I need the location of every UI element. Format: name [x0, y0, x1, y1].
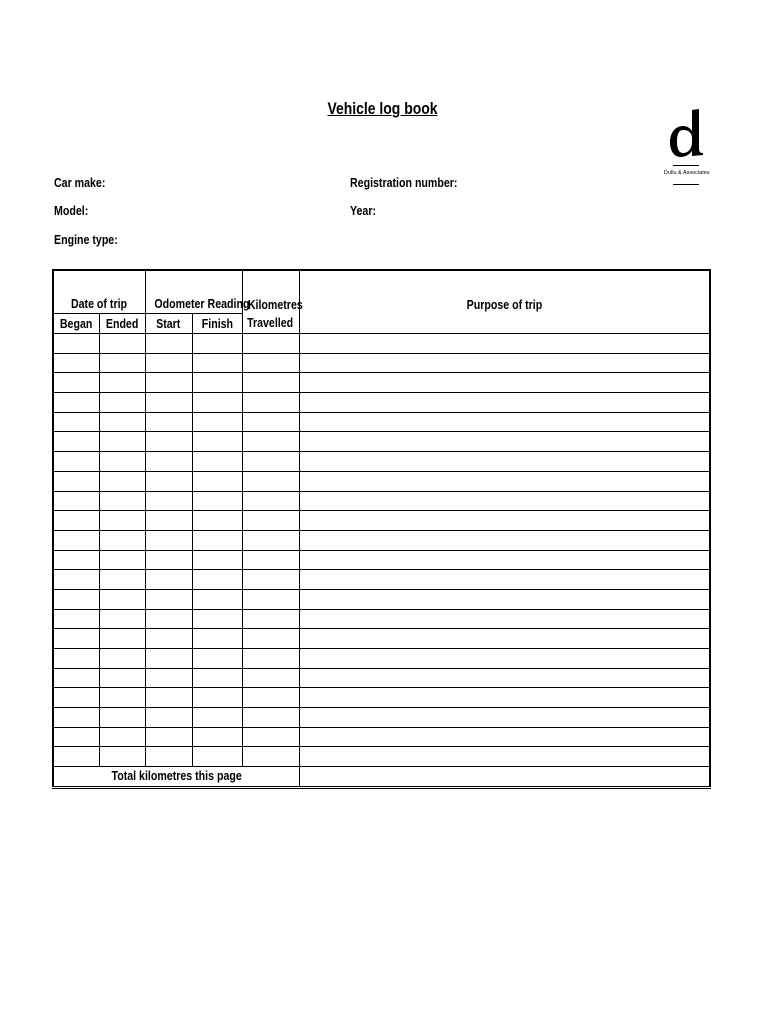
kilometres-cell[interactable]	[242, 412, 299, 432]
table-row	[53, 550, 710, 570]
purpose-cell[interactable]	[299, 629, 710, 649]
table-row	[53, 708, 710, 728]
ended-cell[interactable]	[99, 747, 145, 767]
ended-cell[interactable]	[99, 570, 145, 590]
finish-cell[interactable]	[192, 471, 242, 491]
ended-cell[interactable]	[99, 530, 145, 550]
start-cell[interactable]	[145, 570, 192, 590]
start-cell[interactable]	[145, 471, 192, 491]
ended-cell[interactable]	[99, 708, 145, 728]
began-cell[interactable]	[53, 373, 99, 393]
purpose-cell[interactable]	[299, 353, 710, 373]
ended-cell[interactable]	[99, 471, 145, 491]
purpose-cell[interactable]	[299, 491, 710, 511]
start-cell[interactable]	[145, 511, 192, 531]
began-cell[interactable]	[53, 550, 99, 570]
kilometres-cell[interactable]	[242, 491, 299, 511]
purpose-cell[interactable]	[299, 688, 710, 708]
began-cell[interactable]	[53, 412, 99, 432]
ended-header: Ended	[99, 314, 145, 334]
table-row	[53, 452, 710, 472]
purpose-cell[interactable]	[299, 432, 710, 452]
start-cell[interactable]	[145, 491, 192, 511]
purpose-cell[interactable]	[299, 609, 710, 629]
began-cell[interactable]	[53, 708, 99, 728]
page-title: Vehicle log book	[327, 99, 438, 118]
start-cell[interactable]	[145, 727, 192, 747]
ended-cell[interactable]	[99, 550, 145, 570]
ended-cell[interactable]	[99, 727, 145, 747]
began-cell[interactable]	[53, 589, 99, 609]
kilometres-cell[interactable]	[242, 609, 299, 629]
car-make-label: Car make:	[54, 176, 106, 190]
finish-cell[interactable]	[192, 373, 242, 393]
start-cell[interactable]	[145, 609, 192, 629]
ended-cell[interactable]	[99, 491, 145, 511]
began-cell[interactable]	[53, 353, 99, 373]
total-kilometres-label: Total kilometres this page	[53, 767, 299, 788]
logo-rule-top	[673, 165, 699, 166]
purpose-of-trip-header: Purpose of trip	[299, 270, 710, 314]
purpose-cell[interactable]	[299, 530, 710, 550]
ended-cell[interactable]	[99, 649, 145, 669]
start-cell[interactable]	[145, 432, 192, 452]
table-row	[53, 649, 710, 669]
firm-name: Dullu & Associates	[664, 170, 710, 176]
finish-cell[interactable]	[192, 511, 242, 531]
finish-cell[interactable]	[192, 530, 242, 550]
start-cell[interactable]	[145, 688, 192, 708]
total-kilometres-cell[interactable]	[299, 767, 710, 788]
ended-cell[interactable]	[99, 609, 145, 629]
began-cell[interactable]	[53, 432, 99, 452]
registration-number-label: Registration number:	[350, 176, 458, 190]
finish-cell[interactable]	[192, 688, 242, 708]
ended-cell[interactable]	[99, 334, 145, 354]
began-cell[interactable]	[53, 668, 99, 688]
purpose-cell[interactable]	[299, 649, 710, 669]
year-label: Year:	[350, 204, 377, 218]
table-subheader-row	[53, 314, 710, 334]
table-row	[53, 334, 710, 354]
began-cell[interactable]	[53, 334, 99, 354]
finish-cell[interactable]	[192, 393, 242, 413]
start-cell[interactable]	[145, 708, 192, 728]
purpose-cell[interactable]	[299, 747, 710, 767]
ended-cell[interactable]	[99, 629, 145, 649]
start-cell[interactable]	[145, 530, 192, 550]
model-label: Model:	[54, 204, 89, 218]
began-cell[interactable]	[53, 609, 99, 629]
began-cell[interactable]	[53, 511, 99, 531]
finish-cell[interactable]	[192, 432, 242, 452]
finish-cell[interactable]	[192, 649, 242, 669]
table-row	[53, 491, 710, 511]
kilometres-header: Kilometres	[242, 270, 299, 314]
table-row	[53, 589, 710, 609]
purpose-cell[interactable]	[299, 511, 710, 531]
travelled-header: Travelled	[242, 314, 299, 334]
table-row	[53, 393, 710, 413]
finish-cell[interactable]	[192, 609, 242, 629]
kilometres-cell[interactable]	[242, 589, 299, 609]
trip-log-table	[52, 269, 711, 789]
purpose-cell[interactable]	[299, 589, 710, 609]
ended-cell[interactable]	[99, 589, 145, 609]
began-cell[interactable]	[53, 688, 99, 708]
purpose-cell[interactable]	[299, 550, 710, 570]
table-row	[53, 570, 710, 590]
ended-cell[interactable]	[99, 511, 145, 531]
start-cell[interactable]	[145, 649, 192, 669]
finish-cell[interactable]	[192, 570, 242, 590]
finish-cell[interactable]	[192, 550, 242, 570]
began-cell[interactable]	[53, 747, 99, 767]
purpose-cell[interactable]	[299, 471, 710, 491]
table-row	[53, 688, 710, 708]
finish-cell[interactable]	[192, 412, 242, 432]
kilometres-cell[interactable]	[242, 511, 299, 531]
kilometres-cell[interactable]	[242, 452, 299, 472]
finish-cell[interactable]	[192, 353, 242, 373]
kilometres-cell[interactable]	[242, 747, 299, 767]
logo-d-icon	[668, 108, 704, 158]
table-row	[53, 412, 710, 432]
odometer-reading-header: Odometer Reading	[145, 270, 242, 314]
purpose-cell[interactable]	[299, 393, 710, 413]
kilometres-cell[interactable]	[242, 570, 299, 590]
kilometres-cell[interactable]	[242, 471, 299, 491]
kilometres-cell[interactable]	[242, 649, 299, 669]
total-row	[53, 767, 710, 788]
table-row	[53, 432, 710, 452]
finish-cell[interactable]	[192, 334, 242, 354]
ended-cell[interactable]	[99, 353, 145, 373]
finish-cell[interactable]	[192, 589, 242, 609]
start-cell[interactable]	[145, 353, 192, 373]
start-cell[interactable]	[145, 629, 192, 649]
table-row	[53, 609, 710, 629]
table-row	[53, 629, 710, 649]
finish-header: Finish	[192, 314, 242, 334]
table-row	[53, 727, 710, 747]
began-cell[interactable]	[53, 649, 99, 669]
start-cell[interactable]	[145, 412, 192, 432]
began-cell[interactable]	[53, 727, 99, 747]
kilometres-cell[interactable]	[242, 530, 299, 550]
table-header-row	[53, 270, 710, 314]
table-row	[53, 511, 710, 531]
purpose-cell[interactable]	[299, 708, 710, 728]
purpose-subheader-cell	[299, 314, 710, 334]
ended-cell[interactable]	[99, 668, 145, 688]
start-cell[interactable]	[145, 589, 192, 609]
ended-cell[interactable]	[99, 452, 145, 472]
purpose-cell[interactable]	[299, 412, 710, 432]
table-row	[53, 747, 710, 767]
purpose-cell[interactable]	[299, 570, 710, 590]
ended-cell[interactable]	[99, 412, 145, 432]
finish-cell[interactable]	[192, 491, 242, 511]
finish-cell[interactable]	[192, 747, 242, 767]
kilometres-cell[interactable]	[242, 629, 299, 649]
start-cell[interactable]	[145, 668, 192, 688]
start-cell[interactable]	[145, 747, 192, 767]
purpose-cell[interactable]	[299, 727, 710, 747]
finish-cell[interactable]	[192, 727, 242, 747]
kilometres-cell[interactable]	[242, 550, 299, 570]
ended-cell[interactable]	[99, 432, 145, 452]
kilometres-cell[interactable]	[242, 353, 299, 373]
start-cell[interactable]	[145, 452, 192, 472]
kilometres-cell[interactable]	[242, 393, 299, 413]
purpose-cell[interactable]	[299, 452, 710, 472]
table-row	[53, 373, 710, 393]
table-row	[53, 530, 710, 550]
began-cell[interactable]	[53, 393, 99, 413]
start-header: Start	[145, 314, 192, 334]
finish-cell[interactable]	[192, 708, 242, 728]
kilometres-cell[interactable]	[242, 432, 299, 452]
began-cell[interactable]	[53, 452, 99, 472]
kilometres-cell[interactable]	[242, 373, 299, 393]
began-header: Began	[53, 314, 99, 334]
start-cell[interactable]	[145, 550, 192, 570]
ended-cell[interactable]	[99, 373, 145, 393]
began-cell[interactable]	[53, 491, 99, 511]
firm-logo	[664, 108, 710, 190]
logo-rule-bottom	[673, 184, 699, 185]
start-cell[interactable]	[145, 373, 192, 393]
kilometres-cell[interactable]	[242, 668, 299, 688]
table-row	[53, 668, 710, 688]
date-of-trip-header: Date of trip	[53, 270, 145, 314]
began-cell[interactable]	[53, 629, 99, 649]
finish-cell[interactable]	[192, 629, 242, 649]
kilometres-cell[interactable]	[242, 727, 299, 747]
kilometres-cell[interactable]	[242, 688, 299, 708]
ended-cell[interactable]	[99, 393, 145, 413]
kilometres-cell[interactable]	[242, 334, 299, 354]
ended-cell[interactable]	[99, 688, 145, 708]
finish-cell[interactable]	[192, 452, 242, 472]
began-cell[interactable]	[53, 570, 99, 590]
start-cell[interactable]	[145, 334, 192, 354]
purpose-cell[interactable]	[299, 334, 710, 354]
purpose-cell[interactable]	[299, 668, 710, 688]
start-cell[interactable]	[145, 393, 192, 413]
began-cell[interactable]	[53, 471, 99, 491]
kilometres-cell[interactable]	[242, 708, 299, 728]
engine-type-label: Engine type:	[54, 233, 118, 247]
finish-cell[interactable]	[192, 668, 242, 688]
table-row	[53, 471, 710, 491]
table-row	[53, 353, 710, 373]
began-cell[interactable]	[53, 530, 99, 550]
purpose-cell[interactable]	[299, 373, 710, 393]
